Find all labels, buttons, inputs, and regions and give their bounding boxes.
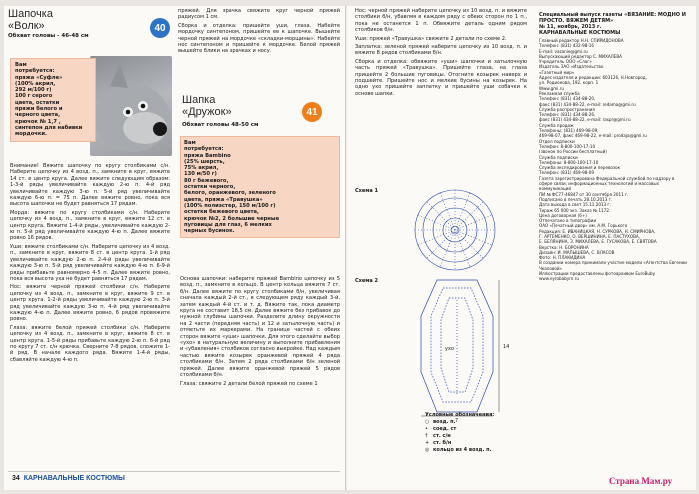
dimension-7: 7	[455, 418, 459, 424]
imprint-line: Г. АРТЕМЕНКО, О. ВЕРШИНИНА, Е. ПАСТУХОВА,	[539, 233, 640, 239]
needs-line: остатки черного,	[184, 184, 236, 191]
pattern-number-badge: 41	[302, 102, 322, 122]
needs-line: потребуется:	[15, 68, 55, 75]
imprint-line: Издатель ЗАО «Издательство	[539, 64, 604, 70]
imprint-line: В создании номера принимали участие модели «Агентства Евгении Чкаловой»	[539, 260, 687, 271]
right-page	[347, 6, 696, 490]
scheme-1-diagram	[407, 186, 507, 274]
needs-line: 292 м/100 г)	[15, 87, 52, 94]
needs-line: пряжа «Суфле»	[15, 74, 63, 81]
wolf-column	[8, 8, 173, 40]
puppy-paragraph-assembly: Сборка и отделка: обвяжите «уши» шапочки и затылочную часть пряжей «Травушка». Пришейте глаза, на глаза пришейте 2 большие пуговицы. Отогните козырек наверх и подшейте. Пришейте нос и мелкие бусины на козырек. На одно ухо пришейте заплатку и пришейте уши собачки к основе шапки.	[355, 58, 527, 97]
imprint-line: Адрес издателя и редакции: 603126, Н.Новгород,	[539, 75, 647, 81]
imprint-line: Учредитель ООО «Слог»	[539, 59, 592, 65]
wolf-instructions	[10, 163, 170, 365]
legend-item-label: ст. с/н	[433, 433, 451, 439]
imprint-line: Цена договорная (6+)	[539, 212, 587, 218]
imprint-line: Выпускающий редактор С. МИХАЛЕВА	[539, 53, 622, 59]
imprint-line: ПИ № ФС77-46847 от 30 сентября 2011 г.	[539, 191, 629, 197]
legend-item-label: ст. б/н	[433, 440, 452, 446]
puppy-instructions	[180, 276, 340, 389]
imprint-line: Отпечатано в типографии	[539, 218, 597, 224]
imprint-line: 469-98-07, факс 469-98-22, e-mail: prodaja@gmi.ru	[539, 133, 647, 139]
needs-line: крючок №2, 2 большие черные	[184, 215, 280, 222]
legend-item-label: кольцо из 4 возд. п.	[433, 447, 492, 453]
imprint-line: Фото: Н. ПЛАКИДИНА	[539, 255, 586, 261]
wolf-title-line2: «Волк»	[8, 20, 45, 32]
legend-item: ○ возд. п.	[425, 419, 456, 425]
imprint-line: факс (831) 434-88-22, e-mail: raspr@gmi.ru	[539, 117, 631, 123]
pattern-number-badge: 40	[150, 18, 170, 38]
imprint-line: Телефоны: 8-800-100-17-10	[539, 159, 599, 165]
needs-line: пуговицы для глаз, 6 мелких	[184, 221, 272, 228]
needs-line: 130 м/50 г)	[184, 171, 217, 178]
imprint-line: Www.gmi.ru	[539, 85, 564, 91]
imprint-line: Телефон: (831) 432-98-16	[539, 43, 595, 49]
imprint-line: Тираж 65 000 экз. Заказ № 1172.	[539, 207, 611, 213]
puppy-instructions-continued	[355, 8, 527, 99]
legend	[425, 412, 525, 454]
legend-item-label: возд. п.	[433, 419, 456, 425]
scheme-2-label: Схема 2	[355, 278, 378, 284]
wolf-paragraph-eyes: Глаза: вяжите белой пряжей столбики с/н. Наберите цепочку из 4 возд. п., замкните в круг, вяжите 8 ст. в центр круга. 1-5-й ряды прибавьте каждую 2-ю п. 6-й ряд по кругу 7 ст. с/н крючка. Сверните 7-8 рядов, сложите 1-й ряд. В начале каждого ряда. Вяжите 1-4-й ряды, сбавляйте каждую 4-ю п.	[10, 324, 170, 363]
puppy-size	[182, 122, 258, 129]
wolf-paragraph-ears: Уши: вяжите столбиками с/н. Наберите цепочку из 4 возд. п., замкните в круг, вяжите 8 ст. в центр круга. 1-й ряд увеличивайте каждую 2-ю п. 2-4-й ряды увеличивайте каждую 3-ю п. 5-й ряд увеличивайте каждую 4-ю п. 6-9-й ряды прибавьте равномерно 4-5 п. Далее вяжите ровно, пока вся высота уха не будет равняться 17 рядам.	[10, 243, 170, 282]
imprint-line: Редакция: Е. ИВАНИЦКАЯ, Н. СУРКОВА, Н. СМИРНОВА,	[539, 228, 656, 234]
puppy-size-label: Обхват головы	[182, 122, 230, 128]
imprint-line: Е. БЕЛЯНИНА, З. МИХАЛЕВА, Е. ГУСАКОВА, Е. СВЯТОВА	[539, 239, 657, 245]
needs-line: Вам	[15, 62, 27, 68]
imprint-line: Телефон: (831) 434-88-20,	[539, 96, 596, 102]
imprint-section: КАРНАВАЛЬНЫЕ КОСТЮМЫ	[539, 30, 621, 36]
imprint-line: Служба экспедирования и перевозок	[539, 165, 621, 171]
section-title: КАРНАВАЛЬНЫЕ КОСТЮМЫ	[23, 475, 125, 482]
puppy-paragraph-patch: Заплатка: зеленой пряжей наберите цепочку из 10 возд. п. и вяжите 8 рядов столбиками б/н.	[355, 44, 527, 57]
needs-line: (100% акрил,	[15, 80, 56, 87]
imprint-line: Иллюстрации предоставлены фотоархивом EuroBuby www.eyrobabyrn.ru	[539, 271, 656, 282]
puppy-size-value: 48-50 см	[231, 122, 259, 128]
imprint-lines	[539, 38, 689, 282]
wolf-materials-box	[10, 58, 96, 142]
imprint-line: Верстка: Н. БОРОНИНА	[539, 244, 589, 250]
page-number-text: 34	[12, 475, 20, 482]
needs-line: 100 г серого	[15, 93, 53, 100]
imprint-line: Отдел подписки	[539, 138, 575, 144]
wolf-hat-photo	[90, 56, 172, 156]
wolf-size: Обхват головы - 46-48 см	[8, 33, 89, 39]
wolf-paragraph-pupil: пряжей. Для зрачка свяжите круг черной пряжей радиусом 1 см.	[178, 8, 340, 21]
left-page	[4, 6, 346, 490]
imprint-line: Служба подписки	[539, 154, 578, 160]
wolf-paragraph-assembly: Сборка и отделка: пришейте уши, глаза. Набейте мордочку синтепоном, пришейте ее к шапочке. Вышейте черной пряжей на мордочке «складки-морщины». Набейте нос синтепоном и пришейте к мордочке. Белой пряжей вышейте блики на зрачках и носу.	[178, 22, 340, 55]
needs-line: черного цвета,	[15, 112, 61, 119]
imprint-line: Служба продаж	[539, 122, 574, 128]
puppy-paragraph-ears: Уши: пряжей «Травушка» свяжите 2 детали по схеме 2.	[355, 35, 507, 42]
imprint-line: «Газетный мир»	[539, 69, 575, 75]
imprint-line: Дата выхода в свет 15.11.2013 г.	[539, 202, 611, 208]
scheme-1-label: Схема 1	[355, 188, 378, 194]
imprint-line: Главный редактор Н.Н. СПИРИДОНОВА	[539, 38, 624, 43]
needs-line: цвета, остатки	[15, 99, 60, 106]
imprint-issue: № 11, ноябрь, 2013 г.	[539, 24, 602, 30]
imprint-line: E-mail: vazanie@gmi.ru	[539, 48, 588, 54]
imprint-line: (звонок по России бесплатный)	[539, 149, 607, 155]
imprint-line: Подписано в печать 28.10.2013 г.	[539, 196, 613, 202]
needs-line: черных бусинок.	[184, 228, 235, 235]
puppy-column-top	[178, 8, 340, 57]
puppy-title-line2: «Дружок»	[182, 106, 232, 118]
puppy-title-line1: Шапка	[182, 94, 216, 106]
footer-rule	[8, 471, 340, 472]
needs-line: 80 г бежевого,	[184, 177, 229, 184]
legend-item: • соед. ст	[425, 426, 457, 432]
legend-item: + ст. б/н	[425, 440, 452, 446]
needs-line: (100% полиэстер, 150 м/100 г)	[184, 202, 276, 209]
legend-item-label: соед. ст	[433, 426, 457, 432]
imprint-line: факс (831) 434-88-22, e-mail: redama@gmi.ru	[539, 101, 636, 107]
needs-line: белого, оранжевого, зеленого	[184, 190, 276, 197]
puppy-paragraph-base: Основа шапочки: наберите пряжей Bambino цепочку из 5 возд. п., замкните в кольцо. В центр кольца вяжите 7 ст. б/н. Далее вяжите по кругу столбиками б/н, увеличивая сначала каждый 2-й ст., в следующем ряду каждый 3-й, затем каждый 4-й ст. и т. д. Вяжите так, пока диаметр круга не составит 18,5 см. Далее вяжите без прибавок до нужной глубины шапочки. Разделите длину окружности на 2 части (передняя часть) и 12 и затылочную часть) и отметьте их маркерами. На границе частей с обеих сторон вяжите «уши» шапочки. Для этого сделайте выбор «ухо» в натуральную величину и выполните прибавления и «убавления» столбиков согласно выкройке. Над каждым частью вяжите козырек оранжевой пряжей 4 ряда столбиками б/н. Затем 2 ряда столбиками б/н зеленой пряжей. Далее вяжите оранжевой пряжей 5 рядов столбиками б/н.	[180, 276, 340, 379]
needs-line: синтепон для набивки мордочки.	[15, 124, 83, 138]
wolf-paragraph-muzzle: Морда: вяжите по кругу столбиками с/н. Наберите цепочку из 4 возд. п., замкните в круг, вяжите 12 ст. в центр круга. Вяжите 1-4-й ряды, увеличивайте каждую 2-ю п. 5-й ряд увеличивайте каждую 4-ю п. Далее вяжите ровно 16 рядов.	[10, 209, 170, 242]
imprint-line: ул. Родионова, 192, корп. 1	[539, 80, 599, 86]
wolf-paragraph-intro: Внимание! Вяжите шапочку по кругу столбиками с/н. Наберите цепочку из 4 возд. п., замкните в круг, вяжите 14 ст. в центр круга. Далее вяжите следующим образом: 1-3-й ряды увеличивайте каждую 2-ю п. 4-й ряд увеличивайте каждую 3-ю п. 5-й ряд увеличивайте каждую 6-ю п. = 75 п. Далее вяжите ровно, пока вся высота шапочки не будет равняться 17 рядам.	[10, 163, 170, 208]
needs-line: (25% шерсть,	[184, 158, 225, 165]
imprint-line: Рекламная служба	[539, 90, 580, 96]
watermark-logo: Страна Мам.ру	[609, 476, 673, 486]
legend-item: † ст. с/н	[425, 433, 451, 439]
imprint-line: Телефон: (831) 434-88-26,	[539, 112, 596, 118]
wolf-hat-illustration	[90, 56, 172, 156]
wolf-paragraph-nose: Нос: вяжите черной пряжей столбики с/н. Наберите цепочку из 4 возд. п., замкните в круг, вяжите 9 ст. в центр круга. 1-2-й ряды увеличивайте каждую 2-ю п. 3-й ряд увеличивайте каждую 3-ю п. 4-й ряд увеличивайте каждую 4-ю п. Далее вяжите ровно, 6 рядов провяжите ровно.	[10, 284, 170, 323]
legend-title: Условные обозначения:	[425, 412, 495, 418]
puppy-materials-box	[180, 136, 340, 238]
puppy-paragraph-nose: Нос: черной пряжей наберите цепочку из 10 возд. п. и вяжите столбики б/н, убавляя в каждом ряду с обеих сторон по 1 п., пока не останется 1 п. Обвяжите деталь одним рядом столбиков б/н.	[355, 8, 527, 34]
legend-item: ◎ кольцо из 4 возд. п.	[425, 447, 492, 453]
page-number	[12, 475, 125, 482]
imprint-line: Газета зарегистрирована Федеральной службой по надзору в сфере связи, информационных технологий и массовых коммуникаций	[539, 175, 675, 192]
imprint-line: Телефон: 8-800-100-17-10	[539, 143, 596, 149]
ear-label: ухо	[445, 346, 454, 352]
imprint-column	[539, 12, 689, 282]
dimension-14: 14	[503, 344, 510, 350]
needs-line: потребуется:	[184, 146, 224, 153]
imprint-line: ОАО «Печатный двор» им. А.М. Горького	[539, 223, 628, 229]
needs-line: Вам	[184, 140, 196, 146]
imprint-line: Телефон: (831) 469-98-09	[539, 170, 595, 176]
imprint-line: Служба распространения	[539, 106, 595, 112]
wolf-title-line1: Шапочка	[8, 8, 53, 20]
needs-line: пряжа Bambino	[184, 152, 231, 159]
needs-line: 75% акрил,	[184, 165, 219, 172]
needs-line: цвета, пряжа «Травушка»	[184, 196, 263, 203]
needs-line: пряжи белого и	[15, 106, 63, 113]
imprint-line: Дизайн: И. МАЛЫШЕВА, С. ВЛАСОВ	[539, 249, 615, 255]
needs-line: остатки бежевого цвета,	[184, 209, 259, 216]
needs-line: крючок № 1,7 ,	[15, 118, 61, 125]
puppy-paragraph-eyes: Глаза: свяжите 2 детали белой пряжей по схеме 1	[180, 380, 318, 387]
imprint-header: Специальный выпуск газеты «ВЯЗАНИЕ: МОДНО И ПРОСТО. ВЯЖЕМ ДЕТЯМ»	[539, 12, 686, 24]
imprint-line: Телефоны: (831) 469-98-09,	[539, 128, 599, 134]
